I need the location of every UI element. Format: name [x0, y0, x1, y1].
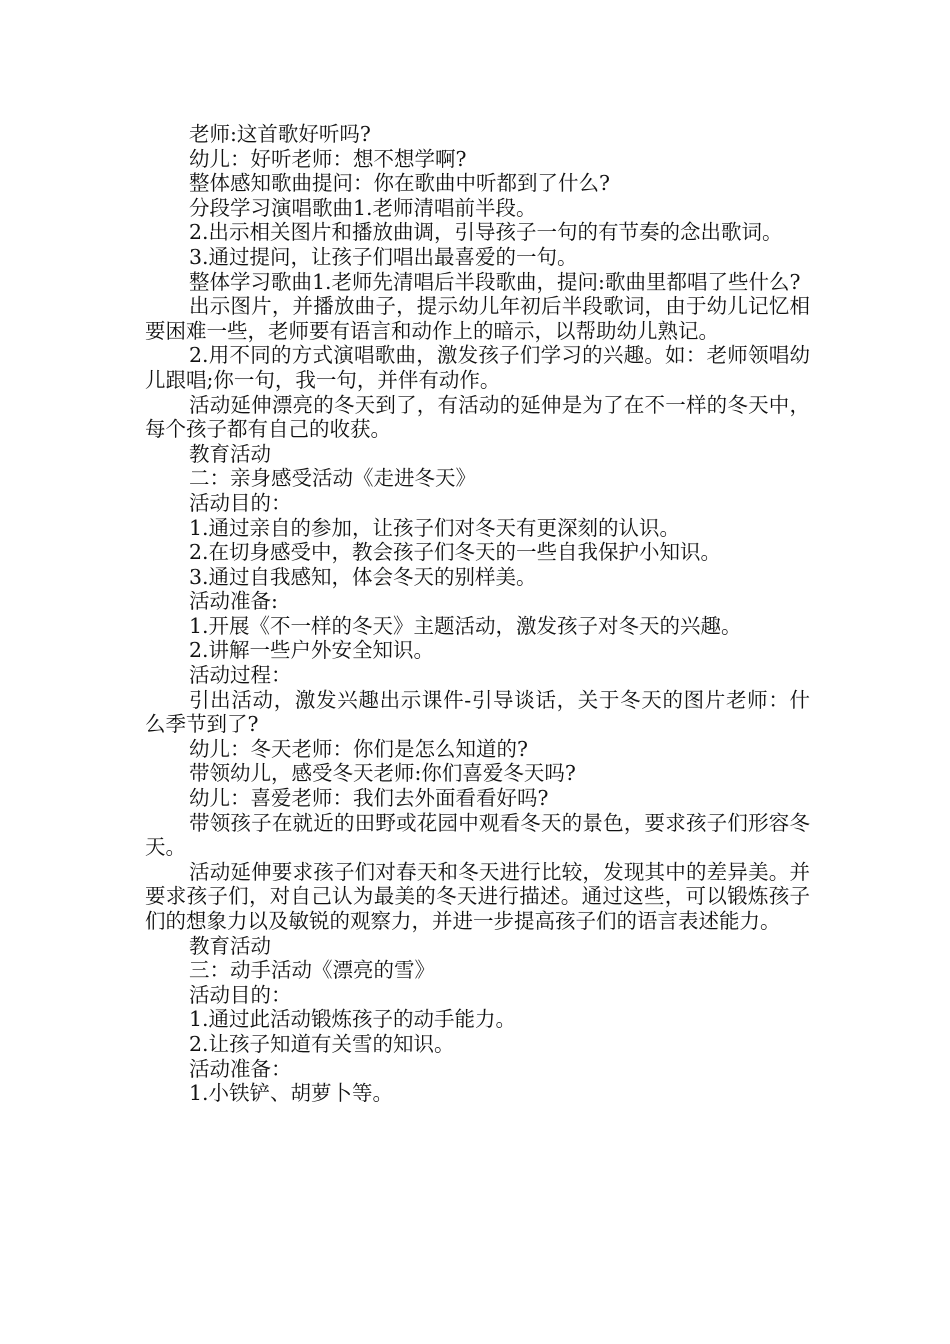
- paragraph: 1.开展《不一样的冬天》主题活动，激发孩子对冬天的兴趣。: [189, 613, 742, 638]
- paragraph: 出示图片，并播放曲子，提示幼儿年初后半段歌词，由于幼儿记忆相要困难一些，老师要有语言和动作上的暗示，以帮助幼儿熟记。: [145, 294, 810, 343]
- paragraph: 幼儿：好听老师：想不想学啊?: [189, 146, 467, 171]
- paragraph: 引出活动，激发兴趣出示课件-引导谈话，关于冬天的图片老师：什么季节到了?: [145, 687, 810, 737]
- paragraph: 老师:这首歌好听吗?: [189, 122, 371, 146]
- paragraph: 2.讲解一些户外安全知识。: [189, 638, 435, 663]
- paragraph: 活动准备：: [189, 1056, 292, 1081]
- paragraph: 带领幼儿，感受冬天老师:你们喜爱冬天吗?: [189, 761, 576, 786]
- paragraph: 整体感知歌曲提问：你在歌曲中听都到了什么?: [189, 171, 610, 196]
- paragraph: 活动目的：: [189, 982, 292, 1007]
- section-heading: 教育活动: [189, 441, 271, 466]
- paragraph: 1.通过此活动锻炼孩子的动手能力。: [189, 1007, 517, 1032]
- section-heading: 教育活动: [189, 933, 271, 958]
- paragraph: 2.用不同的方式演唱歌曲，激发孩子们学习的兴趣。如：老师领唱幼儿跟唱;你一句，我一句，并伴有动作。: [145, 343, 810, 392]
- paragraph: 幼儿：冬天老师：你们是怎么知道的?: [189, 736, 528, 761]
- paragraph: 1.通过亲自的参加，让孩子们对冬天有更深刻的认识。: [189, 515, 681, 540]
- paragraph: 活动延伸要求孩子们对春天和冬天进行比较，发现其中的差异美。并要求孩子们，对自己认为最美的冬天进行描述。通过这些，可以锻炼孩子们的想象力以及敏锐的观察力，并进一步提高孩子们的语言表述能力。: [145, 859, 810, 933]
- paragraph: 幼儿：喜爱老师：我们去外面看看好吗?: [189, 786, 549, 811]
- section-title: 二：亲身感受活动《走进冬天》: [189, 466, 476, 491]
- paragraph: 分段学习演唱歌曲1.老师清唱前半段。: [189, 195, 537, 220]
- paragraph: 3.通过提问，让孩子们唱出最喜爱的一句。: [189, 244, 578, 269]
- paragraph: 2.在切身感受中，教会孩子们冬天的一些自我保护小知识。: [189, 540, 722, 565]
- paragraph: 活动准备:: [189, 589, 278, 614]
- paragraph: 2.让孩子知道有关雪的知识。: [189, 1031, 455, 1056]
- paragraph: 2.出示相关图片和播放曲调，引导孩子一句的有节奏的念出歌词。: [189, 220, 783, 245]
- paragraph: 带领孩子在就近的田野或花园中观看冬天的景色，要求孩子们形容冬天。: [145, 810, 810, 860]
- paragraph: 3.通过自我感知，体会冬天的别样美。: [189, 564, 537, 589]
- section-title: 三：动手活动《漂亮的雪》: [189, 958, 435, 983]
- paragraph: 活动过程：: [189, 663, 292, 688]
- paragraph: 整体学习歌曲1.老师先清唱后半段歌曲，提问:歌曲里都唱了些什么?: [189, 269, 801, 294]
- paragraph: 活动目的：: [189, 490, 292, 515]
- document-body: [145, 122, 810, 1106]
- paragraph: 1.小铁铲、胡萝卜等。: [189, 1081, 394, 1106]
- paragraph: 活动延伸漂亮的冬天到了，有活动的延伸是为了在不一样的冬天中，每个孩子都有自己的收获。: [145, 392, 810, 442]
